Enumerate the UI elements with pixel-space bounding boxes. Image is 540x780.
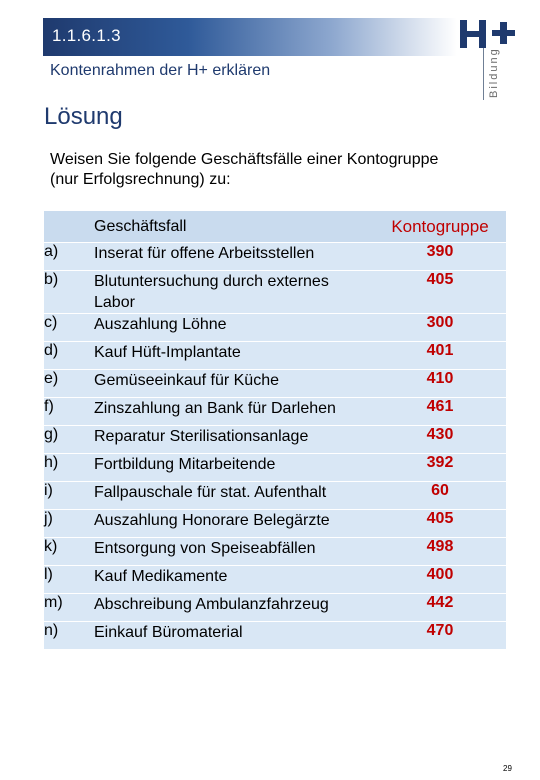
row-label: d): [44, 342, 94, 370]
chapter-number: 1.1.6.1.3: [52, 26, 121, 45]
row-label: j): [44, 510, 94, 538]
row-code: 498: [374, 538, 506, 566]
row-code: 400: [374, 566, 506, 594]
row-label: b): [44, 271, 94, 314]
row-label: e): [44, 370, 94, 398]
row-label: m): [44, 594, 94, 622]
table-row: [44, 566, 506, 594]
table-row: [44, 454, 506, 482]
row-description: Auszahlung Löhne: [94, 314, 374, 342]
section-title: Lösung: [44, 103, 123, 130]
row-description: Einkauf Büromaterial: [94, 622, 374, 650]
intro-text: Weisen Sie folgende Geschäftsfälle einer Kontogruppe (nur Erfolgsrechnung) zu:: [50, 151, 439, 188]
row-code: 401: [374, 342, 506, 370]
row-code: 430: [374, 426, 506, 454]
row-code: 410: [374, 370, 506, 398]
row-code: 405: [374, 271, 506, 314]
row-code: 470: [374, 622, 506, 650]
row-code: 300: [374, 314, 506, 342]
table-row: [44, 370, 506, 398]
row-description: Zinszahlung an Bank für Darlehen: [94, 398, 374, 426]
header-geschaeftsfall: Geschäftsfall: [94, 211, 374, 243]
table-row: [44, 398, 506, 426]
row-description: Gemüseeinkauf für Küche: [94, 370, 374, 398]
row-code: 390: [374, 243, 506, 271]
table-row: [44, 622, 506, 650]
row-code: 461: [374, 398, 506, 426]
row-label: g): [44, 426, 94, 454]
row-description: Blutuntersuchung durch externes Labor: [94, 271, 374, 314]
header-kontogruppe: Kontogruppe: [374, 211, 506, 243]
table-row: [44, 426, 506, 454]
header-blank: [44, 211, 94, 243]
row-description: Abschreibung Ambulanzfahrzeug: [94, 594, 374, 622]
row-description: Reparatur Sterilisationsanlage: [94, 426, 374, 454]
row-description: Entsorgung von Speiseabfällen: [94, 538, 374, 566]
row-label: c): [44, 314, 94, 342]
table-row: [44, 510, 506, 538]
table-row: [44, 482, 506, 510]
row-description: Inserat für offene Arbeitsstellen: [94, 243, 374, 271]
table-row: [44, 271, 506, 314]
table-row: [44, 594, 506, 622]
assignment-table: [44, 211, 506, 650]
row-label: a): [44, 243, 94, 271]
row-description: Kauf Hüft-Implantate: [94, 342, 374, 370]
table-row: [44, 538, 506, 566]
table-row: [44, 342, 506, 370]
slide-subtitle: Kontenrahmen der H+ erklären: [50, 62, 271, 79]
row-description: Kauf Medikamente: [94, 566, 374, 594]
row-label: f): [44, 398, 94, 426]
row-code: 442: [374, 594, 506, 622]
table-header-row: [44, 211, 506, 243]
row-description: Auszahlung Honorare Belegärzte: [94, 510, 374, 538]
page-number: 29: [503, 764, 512, 773]
row-description: Fortbildung Mitarbeitende: [94, 454, 374, 482]
row-label: l): [44, 566, 94, 594]
row-label: k): [44, 538, 94, 566]
row-code: 405: [374, 510, 506, 538]
row-label: n): [44, 622, 94, 650]
side-label: Bildung: [488, 47, 500, 98]
row-code: 60: [374, 482, 506, 510]
row-code: 392: [374, 454, 506, 482]
table-row: [44, 314, 506, 342]
row-label: i): [44, 482, 94, 510]
row-description: Fallpauschale für stat. Aufenthalt: [94, 482, 374, 510]
table-row: [44, 243, 506, 271]
row-label: h): [44, 454, 94, 482]
